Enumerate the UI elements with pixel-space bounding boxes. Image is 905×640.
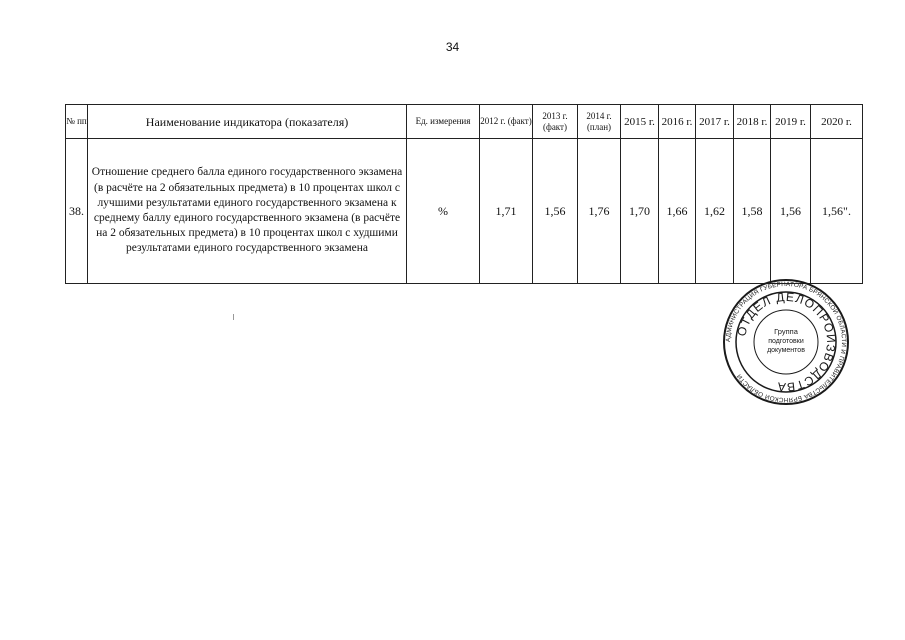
value-2012: 1,71 (480, 139, 533, 284)
header-num: № пп (66, 105, 88, 139)
row-unit: % (407, 139, 480, 284)
value-2018: 1,58 (734, 139, 771, 284)
header-year-2017: 2017 г. (696, 105, 734, 139)
scan-speck (233, 314, 234, 320)
header-year-2019: 2019 г. (771, 105, 811, 139)
header-year-2013: 2013 г. (факт) (533, 105, 578, 139)
header-year-2015: 2015 г. (621, 105, 659, 139)
stamp-outer-text: АДМИНИСТРАЦИЯ ГУБЕРНАТОРА БРЯНСКОЙ ОБЛАСТИ И ПРАВИТЕЛЬСТВА БРЯНСКОЙ ОБЛАСТИ (724, 280, 848, 404)
value-2016: 1,66 (659, 139, 696, 284)
value-2014: 1,76 (578, 139, 621, 284)
header-year-2016: 2016 г. (659, 105, 696, 139)
value-2020: 1,56". (811, 139, 863, 284)
indicator-table (65, 104, 863, 284)
header-year-2014: 2014 г. (план) (578, 105, 621, 139)
stamp-center-line1: Группа (774, 327, 798, 336)
header-year-2018: 2018 г. (734, 105, 771, 139)
header-name: Наименование индикатора (показателя) (88, 105, 407, 139)
row-indicator-name: Отношение среднего балла единого государственного экзамена (в расчёте на 2 обязательных предмета) в 10 процентах школ с лучшими результатами единого государственного экзамена к среднему баллу единого государственного экзамена (в расчёте на 2 обязательных предмета) в 10 процентах школ с худшими результатами единого государственного экзамена (88, 139, 407, 284)
stamp-center-line2: подготовки (768, 338, 804, 345)
value-2017: 1,62 (696, 139, 734, 284)
table-row (66, 139, 863, 284)
page-number: 34 (445, 40, 460, 54)
table-header-row (66, 105, 863, 139)
header-unit: Ед. измерения (407, 105, 480, 139)
value-2013: 1,56 (533, 139, 578, 284)
header-year-2012: 2012 г. (факт) (480, 105, 533, 139)
value-2015: 1,70 (621, 139, 659, 284)
row-num: 38. (66, 139, 88, 284)
header-year-2020: 2020 г. (811, 105, 863, 139)
value-2019: 1,56 (771, 139, 811, 284)
stamp-middle-text: ОТДЕЛ ДЕЛОПРОИЗВОДСТВА (734, 289, 839, 395)
official-stamp (722, 278, 850, 406)
stamp-center-line3: документов (767, 347, 805, 354)
